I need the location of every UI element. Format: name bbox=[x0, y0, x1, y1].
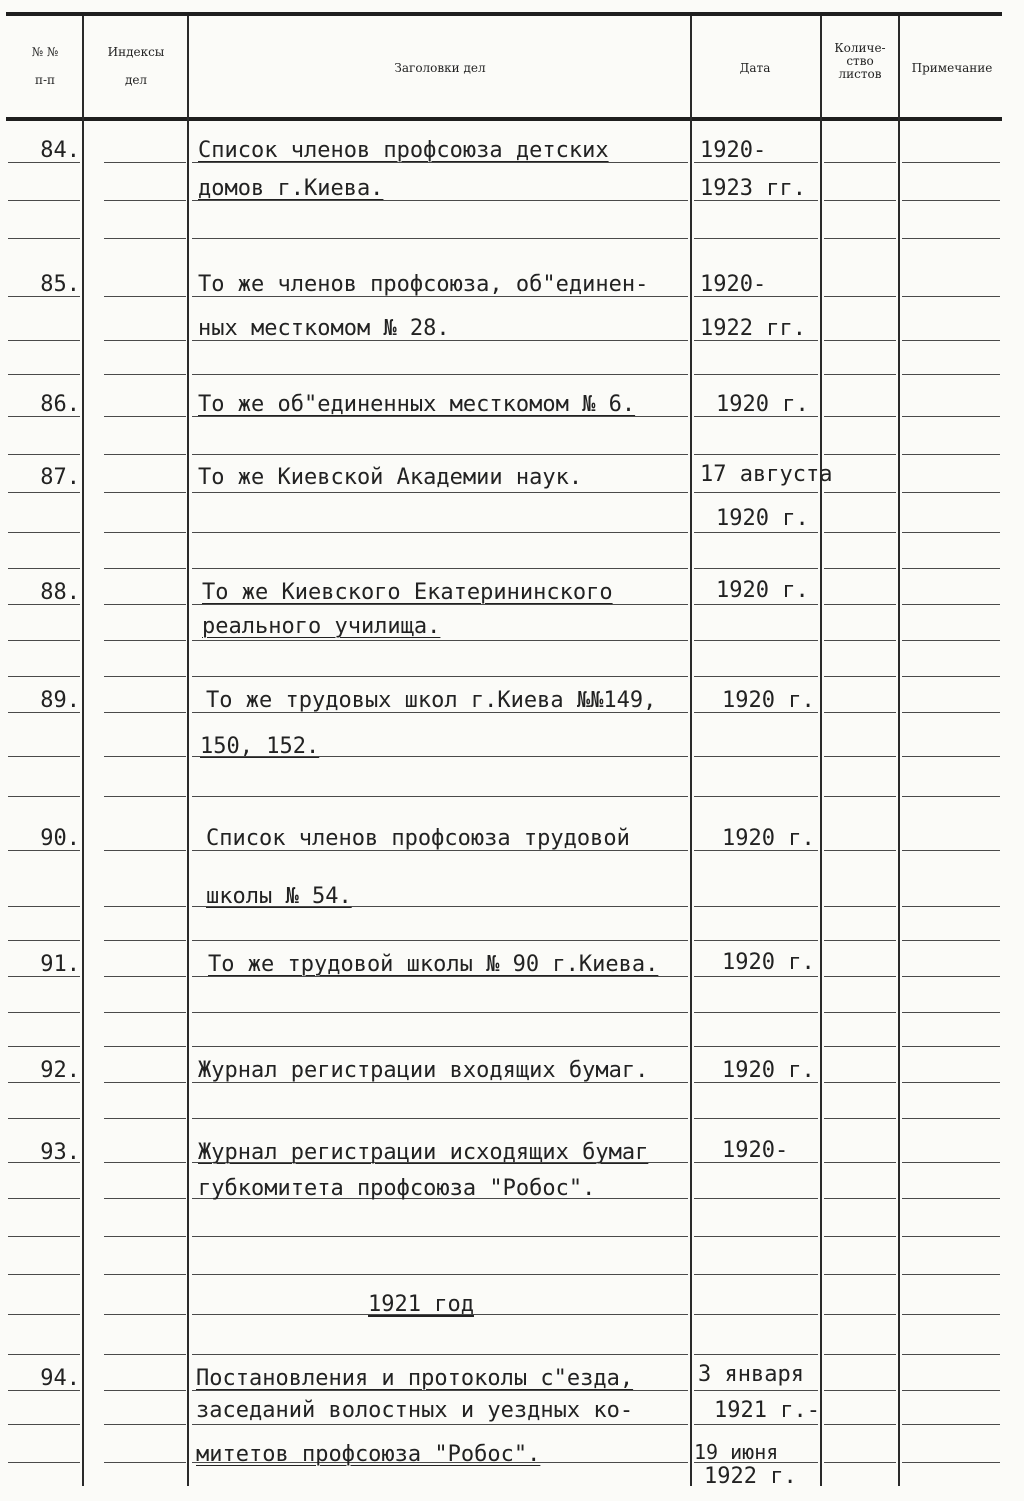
ruled-line bbox=[104, 1354, 186, 1355]
ruled-line bbox=[104, 162, 186, 163]
ruled-line bbox=[902, 1462, 1000, 1463]
ruled-line bbox=[104, 1082, 186, 1083]
row-85-date-2: 1922 гг. bbox=[700, 316, 806, 341]
column-divider-num bbox=[82, 16, 84, 1486]
ruled-line bbox=[902, 676, 1000, 677]
row-85-title-1: То же членов профсоюза, об"единен- bbox=[198, 272, 649, 297]
table-top-rule bbox=[6, 12, 1002, 16]
row-93-title-2: губкомитета профсоюза "Робос". bbox=[198, 1176, 596, 1201]
ruled-line bbox=[902, 850, 1000, 851]
year-heading-1921: 1921 год bbox=[368, 1292, 474, 1317]
ruled-line bbox=[8, 454, 80, 455]
row-90-title-2: школы № 54. bbox=[206, 884, 352, 909]
column-divider-title bbox=[690, 16, 692, 1486]
ruled-line bbox=[824, 340, 896, 341]
ruled-line bbox=[8, 340, 80, 341]
row-89-date-1: 1920 г. bbox=[722, 688, 815, 713]
ruled-line bbox=[104, 374, 186, 375]
ruled-line bbox=[694, 1046, 818, 1047]
ruled-line bbox=[192, 676, 688, 677]
ruled-line bbox=[694, 676, 818, 677]
ruled-line bbox=[104, 1118, 186, 1119]
row-91-title-1: То же трудовой школы № 90 г.Киева. bbox=[208, 952, 659, 977]
ruled-line bbox=[8, 756, 80, 757]
row-86-title-1: То же об"единенных месткомом № 6. bbox=[198, 392, 636, 417]
ruled-line bbox=[694, 640, 818, 641]
ruled-line bbox=[8, 1274, 80, 1275]
ruled-line bbox=[824, 940, 896, 941]
ruled-line bbox=[104, 1462, 186, 1463]
ruled-line bbox=[824, 1314, 896, 1315]
ruled-line bbox=[8, 1462, 80, 1463]
ruled-line bbox=[902, 568, 1000, 569]
ruled-line bbox=[824, 676, 896, 677]
ruled-line bbox=[824, 850, 896, 851]
ruled-line bbox=[902, 1390, 1000, 1391]
ruled-line bbox=[902, 1354, 1000, 1355]
ruled-line bbox=[104, 454, 186, 455]
ruled-line bbox=[824, 1424, 896, 1425]
ruled-line bbox=[104, 1012, 186, 1013]
header-date: Дата bbox=[739, 61, 771, 75]
row-85-date-1: 1920- bbox=[700, 272, 767, 297]
ruled-line bbox=[694, 976, 818, 977]
row-94-date-4: 1922 г. bbox=[704, 1464, 797, 1489]
ruled-line bbox=[902, 1274, 1000, 1275]
ruled-line bbox=[902, 796, 1000, 797]
ruled-line bbox=[824, 454, 896, 455]
ruled-line bbox=[8, 940, 80, 941]
ruled-line bbox=[694, 1012, 818, 1013]
row-89-num: 89. bbox=[40, 688, 80, 713]
ruled-line bbox=[8, 906, 80, 907]
ruled-line bbox=[902, 1198, 1000, 1199]
ruled-line bbox=[104, 796, 186, 797]
ruled-line bbox=[694, 756, 818, 757]
ruled-line bbox=[104, 906, 186, 907]
ruled-line bbox=[694, 1274, 818, 1275]
ruled-line bbox=[104, 676, 186, 677]
ruled-line bbox=[824, 1082, 896, 1083]
ruled-line bbox=[902, 374, 1000, 375]
ruled-line bbox=[104, 1390, 186, 1391]
ruled-line bbox=[104, 1198, 186, 1199]
ruled-line bbox=[8, 1236, 80, 1237]
ruled-line bbox=[694, 1354, 818, 1355]
ruled-line bbox=[104, 850, 186, 851]
column-divider-date bbox=[820, 16, 822, 1486]
ruled-line bbox=[192, 238, 688, 239]
ruled-line bbox=[192, 492, 688, 493]
ruled-line bbox=[902, 532, 1000, 533]
row-94-date-2: 1921 г.- bbox=[714, 1398, 820, 1423]
ruled-line bbox=[8, 1118, 80, 1119]
ruled-line bbox=[824, 1118, 896, 1119]
ruled-line bbox=[694, 1118, 818, 1119]
header-sheets-line2: ство bbox=[846, 54, 874, 68]
ruled-line bbox=[192, 640, 688, 641]
ruled-line bbox=[902, 454, 1000, 455]
ruled-line bbox=[902, 296, 1000, 297]
ruled-line bbox=[104, 532, 186, 533]
ruled-line bbox=[824, 604, 896, 605]
ruled-line bbox=[192, 796, 688, 797]
ruled-line bbox=[902, 1046, 1000, 1047]
ruled-line bbox=[824, 162, 896, 163]
ruled-line bbox=[104, 976, 186, 977]
header-title: Заголовки дел bbox=[394, 61, 486, 75]
row-94-num: 94. bbox=[40, 1366, 80, 1391]
ruled-line bbox=[694, 796, 818, 797]
ruled-line bbox=[8, 374, 80, 375]
ruled-line bbox=[902, 756, 1000, 757]
ruled-line bbox=[902, 940, 1000, 941]
ruled-line bbox=[694, 1424, 818, 1425]
column-divider-index bbox=[187, 16, 189, 1486]
ruled-line bbox=[104, 1046, 186, 1047]
ruled-line bbox=[104, 1314, 186, 1315]
ruled-line bbox=[8, 1198, 80, 1199]
ruled-line bbox=[824, 1046, 896, 1047]
ruled-line bbox=[824, 200, 896, 201]
ruled-line bbox=[694, 604, 818, 605]
ruled-line bbox=[694, 1236, 818, 1237]
ruled-line bbox=[902, 1012, 1000, 1013]
ruled-line bbox=[104, 1236, 186, 1237]
ruled-line bbox=[902, 1236, 1000, 1237]
row-84-date-1: 1920- bbox=[700, 138, 767, 163]
ruled-line bbox=[8, 640, 80, 641]
ruled-line bbox=[902, 640, 1000, 641]
ruled-line bbox=[104, 1424, 186, 1425]
ruled-line bbox=[8, 1046, 80, 1047]
ruled-line bbox=[824, 1198, 896, 1199]
ruled-line bbox=[694, 454, 818, 455]
header-num bbox=[10, 44, 80, 88]
row-94-title-3: митетов профсоюза "Робос". bbox=[196, 1442, 541, 1467]
row-88-num: 88. bbox=[40, 580, 80, 605]
ruled-line bbox=[902, 492, 1000, 493]
ruled-line bbox=[104, 640, 186, 641]
ruled-line bbox=[902, 1424, 1000, 1425]
ruled-line bbox=[192, 454, 688, 455]
ruled-line bbox=[902, 162, 1000, 163]
row-87-num: 87. bbox=[40, 465, 80, 490]
ruled-line bbox=[824, 416, 896, 417]
ruled-line bbox=[8, 492, 80, 493]
ruled-line bbox=[824, 1354, 896, 1355]
header-index-line1: Индексы bbox=[107, 45, 165, 59]
header-note: Примечание bbox=[911, 61, 993, 75]
row-94-date-1: 3 января bbox=[698, 1362, 804, 1387]
ruled-line bbox=[192, 1354, 688, 1355]
row-88-title-1: То же Киевского Екатерининского bbox=[202, 580, 613, 605]
ruled-line bbox=[192, 1236, 688, 1237]
ruled-line bbox=[824, 976, 896, 977]
row-90-title-1: Список членов профсоюза трудовой bbox=[206, 826, 630, 851]
row-92-date-1: 1920 г. bbox=[722, 1058, 815, 1083]
ruled-line bbox=[694, 1314, 818, 1315]
ruled-line bbox=[8, 796, 80, 797]
ruled-line bbox=[902, 340, 1000, 341]
ruled-line bbox=[824, 238, 896, 239]
ruled-line bbox=[8, 1012, 80, 1013]
ruled-line bbox=[104, 712, 186, 713]
row-84-title-1: Список членов профсоюза детских bbox=[198, 138, 609, 163]
ruled-line bbox=[824, 1274, 896, 1275]
ruled-line bbox=[104, 238, 186, 239]
ruled-line bbox=[824, 532, 896, 533]
header-sheets-line3: листов bbox=[838, 67, 882, 81]
ruled-line bbox=[8, 1424, 80, 1425]
row-89-title-2: 150, 152. bbox=[200, 734, 320, 759]
ruled-line bbox=[824, 712, 896, 713]
ruled-line bbox=[824, 640, 896, 641]
ruled-line bbox=[824, 1236, 896, 1237]
header-num-line1: № № bbox=[31, 45, 59, 59]
ruled-line bbox=[902, 1082, 1000, 1083]
ruled-line bbox=[192, 1424, 688, 1425]
ruled-line bbox=[694, 238, 818, 239]
ruled-line bbox=[694, 532, 818, 533]
ruled-line bbox=[902, 1314, 1000, 1315]
header-sheets-line1: Количе- bbox=[834, 41, 886, 55]
row-90-date-1: 1920 г. bbox=[722, 826, 815, 851]
ruled-line bbox=[902, 416, 1000, 417]
row-84-title-2: домов г.Киева. bbox=[198, 176, 384, 201]
row-93-date-1: 1920- bbox=[722, 1138, 789, 1163]
ruled-line bbox=[104, 568, 186, 569]
ruled-line bbox=[824, 568, 896, 569]
ruled-line bbox=[104, 200, 186, 201]
ruled-line bbox=[902, 604, 1000, 605]
ruled-line bbox=[902, 712, 1000, 713]
row-91-date-1: 1920 г. bbox=[722, 950, 815, 975]
table-header-rule bbox=[6, 117, 1002, 121]
ruled-line bbox=[104, 492, 186, 493]
row-94-title-2: заседаний волостных и уездных ко- bbox=[196, 1398, 634, 1423]
row-88-title-2: реального училища. bbox=[202, 614, 441, 639]
header-sheets bbox=[822, 42, 898, 81]
ruled-line bbox=[902, 906, 1000, 907]
ruled-line bbox=[824, 1390, 896, 1391]
row-87-date-1: 17 августа bbox=[700, 462, 833, 487]
row-90-num: 90. bbox=[40, 826, 80, 851]
row-92-title-1: Журнал регистрации входящих бумаг. bbox=[198, 1058, 649, 1083]
ruled-line bbox=[104, 604, 186, 605]
ruled-line bbox=[8, 1354, 80, 1355]
row-91-num: 91. bbox=[40, 952, 80, 977]
ruled-line bbox=[902, 1118, 1000, 1119]
ruled-line bbox=[694, 374, 818, 375]
ruled-line bbox=[694, 1198, 818, 1199]
row-93-title-1: Журнал регистрации исходящих бумаг bbox=[198, 1140, 649, 1165]
row-87-title-1: То же Киевской Академии наук. bbox=[198, 465, 583, 490]
header-num-line2: п-п bbox=[34, 73, 56, 87]
ruled-line bbox=[8, 238, 80, 239]
ruled-line bbox=[902, 976, 1000, 977]
row-86-date-1: 1920 г. bbox=[716, 392, 809, 417]
ruled-line bbox=[694, 940, 818, 941]
ruled-line bbox=[192, 1046, 688, 1047]
ruled-line bbox=[8, 568, 80, 569]
header-index-line2: дел bbox=[124, 73, 148, 87]
ruled-line bbox=[104, 340, 186, 341]
ruled-line bbox=[694, 492, 818, 493]
row-84-num: 84. bbox=[40, 138, 80, 163]
row-87-date-2: 1920 г. bbox=[716, 506, 809, 531]
ruled-line bbox=[8, 676, 80, 677]
ruled-line bbox=[104, 1162, 186, 1163]
ruled-line bbox=[192, 1118, 688, 1119]
ruled-line bbox=[694, 906, 818, 907]
row-93-num: 93. bbox=[40, 1140, 80, 1165]
ruled-line bbox=[824, 296, 896, 297]
row-88-date-1: 1920 г. bbox=[716, 578, 809, 603]
ruled-line bbox=[192, 568, 688, 569]
row-94-date-3: 19 июня bbox=[694, 1440, 779, 1464]
ruled-line bbox=[824, 1162, 896, 1163]
ruled-line bbox=[824, 906, 896, 907]
ruled-line bbox=[824, 1462, 896, 1463]
row-89-title-1: То же трудовых школ г.Киева №№149, bbox=[206, 688, 657, 713]
ruled-line bbox=[104, 940, 186, 941]
row-92-num: 92. bbox=[40, 1058, 80, 1083]
ruled-line bbox=[902, 1162, 1000, 1163]
ruled-line bbox=[824, 492, 896, 493]
ruled-line bbox=[902, 200, 1000, 201]
ruled-line bbox=[104, 756, 186, 757]
ruled-line bbox=[192, 1012, 688, 1013]
ruled-line bbox=[694, 1390, 818, 1391]
row-86-num: 86. bbox=[40, 392, 80, 417]
ruled-line bbox=[104, 1274, 186, 1275]
ruled-line bbox=[8, 1314, 80, 1315]
ruled-line bbox=[824, 756, 896, 757]
row-94-title-1: Постановления и протоколы с"езда, bbox=[196, 1366, 634, 1391]
ruled-line bbox=[192, 532, 688, 533]
ruled-line bbox=[192, 374, 688, 375]
header-index bbox=[88, 44, 184, 88]
column-divider-sheets bbox=[898, 16, 900, 1486]
ruled-line bbox=[824, 374, 896, 375]
ruled-line bbox=[192, 1274, 688, 1275]
row-85-num: 85. bbox=[40, 272, 80, 297]
ruled-line bbox=[824, 1012, 896, 1013]
ruled-line bbox=[192, 940, 688, 941]
ruled-line bbox=[104, 296, 186, 297]
ruled-line bbox=[8, 532, 80, 533]
ruled-line bbox=[824, 796, 896, 797]
row-84-date-2: 1923 гг. bbox=[700, 176, 806, 201]
ruled-line bbox=[694, 568, 818, 569]
ruled-line bbox=[8, 200, 80, 201]
ruled-line bbox=[104, 416, 186, 417]
row-85-title-2: ных месткомом № 28. bbox=[198, 316, 450, 341]
ruled-line bbox=[902, 238, 1000, 239]
